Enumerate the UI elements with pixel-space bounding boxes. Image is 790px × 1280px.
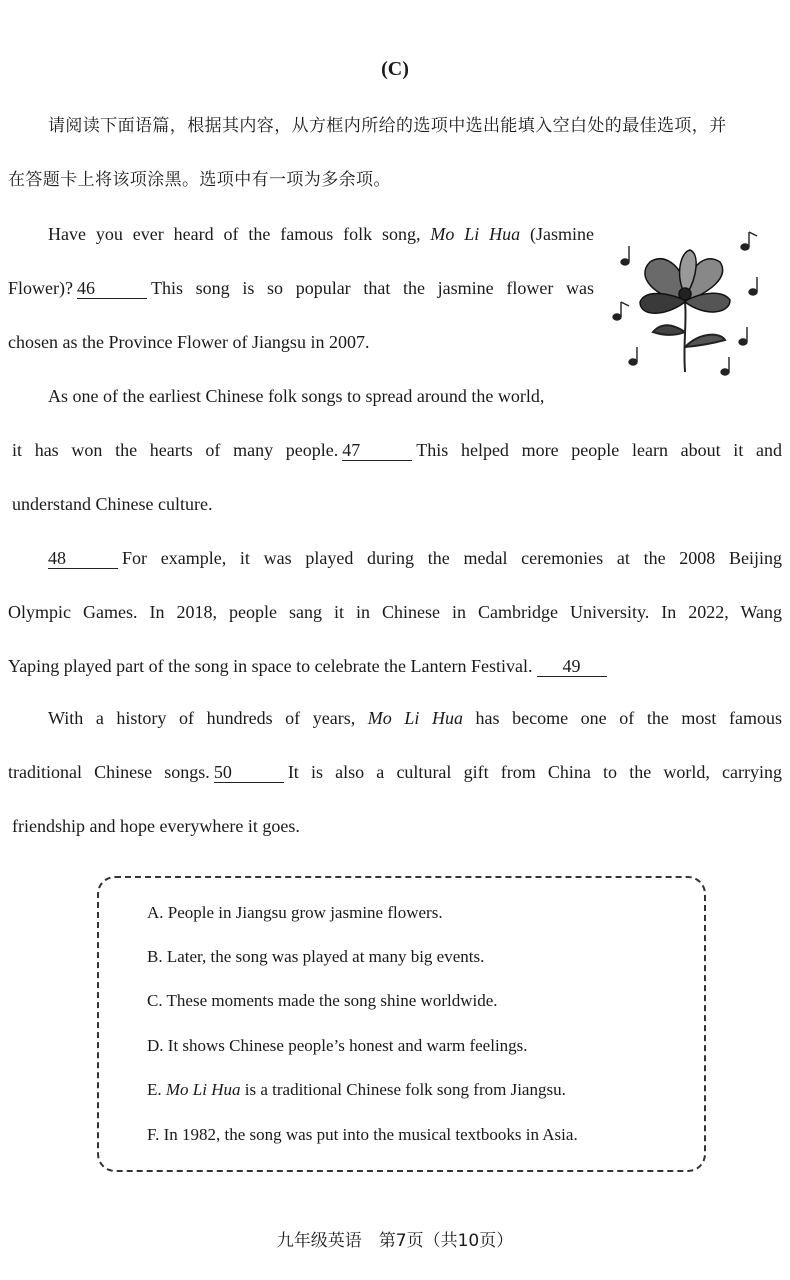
option-b[interactable]: B. Later, the song was played at many big events. xyxy=(147,947,485,966)
p4-text: With a history of hundreds of years, xyxy=(48,708,368,728)
option-a[interactable]: A. People in Jiangsu grow jasmine flowers. xyxy=(147,903,443,922)
blank-50[interactable]: 50 xyxy=(214,762,284,783)
instructions-line-1: 请阅读下面语篇，根据其内容，从方框内所给的选项中选出能填入空白处的最佳选项，并 xyxy=(48,116,727,136)
page-footer: 九年级英语 第7页（共10页） xyxy=(276,1231,514,1251)
instructions-line-2: 在答题卡上将该项涂黑。选项中有一项为多余项。 xyxy=(8,170,391,190)
p3-line-3 xyxy=(8,654,611,678)
p2-line-1: As one of the earliest Chinese folk songs to spread around the world, xyxy=(48,386,545,406)
p4-line-3: friendship and hope everywhere it goes. xyxy=(12,816,300,836)
option-f[interactable]: F. In 1982, the song was put into the musical textbooks in Asia. xyxy=(147,1125,578,1144)
p1-text: Flower)? xyxy=(8,278,73,298)
p1-text: (Jasmine xyxy=(520,224,594,244)
p3-line-1 xyxy=(48,546,782,570)
p3-text: Yaping played part of the song in space to celebrate the Lantern Festival. xyxy=(8,656,533,676)
option-e[interactable] xyxy=(147,1080,566,1100)
p4-text: has become one of the most famous xyxy=(462,708,782,728)
blank-49[interactable]: 49 xyxy=(537,656,607,677)
blank-48[interactable]: 48 xyxy=(48,548,118,569)
p1-text: This song is so popular that the jasmine flower was xyxy=(150,278,594,298)
section-label: (C) xyxy=(381,58,409,80)
option-c[interactable]: C. These moments made the song shine worldwide. xyxy=(147,991,498,1010)
p4-text: traditional Chinese songs. xyxy=(8,762,210,782)
p3-line-2: Olympic Games. In 2018, people sang it in Chinese in Cambridge University. In 2022, Wang xyxy=(8,602,782,622)
p1-text: Have you ever heard of the famous folk song, xyxy=(48,224,431,244)
option-d[interactable]: D. It shows Chinese people’s honest and warm feelings. xyxy=(147,1036,528,1055)
p1-line-2 xyxy=(8,276,594,300)
option-e-text: is a traditional Chinese folk song from Jiangsu. xyxy=(240,1080,566,1099)
song-title: Mo Li Hua xyxy=(367,708,463,728)
p2-line-3: understand Chinese culture. xyxy=(12,494,213,514)
p4-line-1 xyxy=(48,706,782,730)
p2-text: This helped more people learn about it and xyxy=(416,440,782,460)
p1-line-1 xyxy=(48,222,594,246)
p1-line-3: chosen as the Province Flower of Jiangsu in 2007. xyxy=(8,332,370,352)
p3-text: For example, it was played during the medal ceremonies at the 2008 Beijing xyxy=(122,548,782,568)
p4-text: It is also a cultural gift from China to the world, carrying xyxy=(287,762,782,782)
option-e-letter: E. xyxy=(147,1080,166,1099)
p2-line-2 xyxy=(12,438,782,462)
blank-47[interactable]: 47 xyxy=(342,440,412,461)
p2-text: it has won the hearts of many people. xyxy=(12,440,339,460)
song-title: Mo Li Hua xyxy=(430,224,521,244)
p4-line-2 xyxy=(8,760,782,784)
song-title: Mo Li Hua xyxy=(165,1080,241,1099)
blank-46[interactable]: 46 xyxy=(77,278,147,299)
jasmine-flower-with-music-notes-icon xyxy=(605,222,765,382)
